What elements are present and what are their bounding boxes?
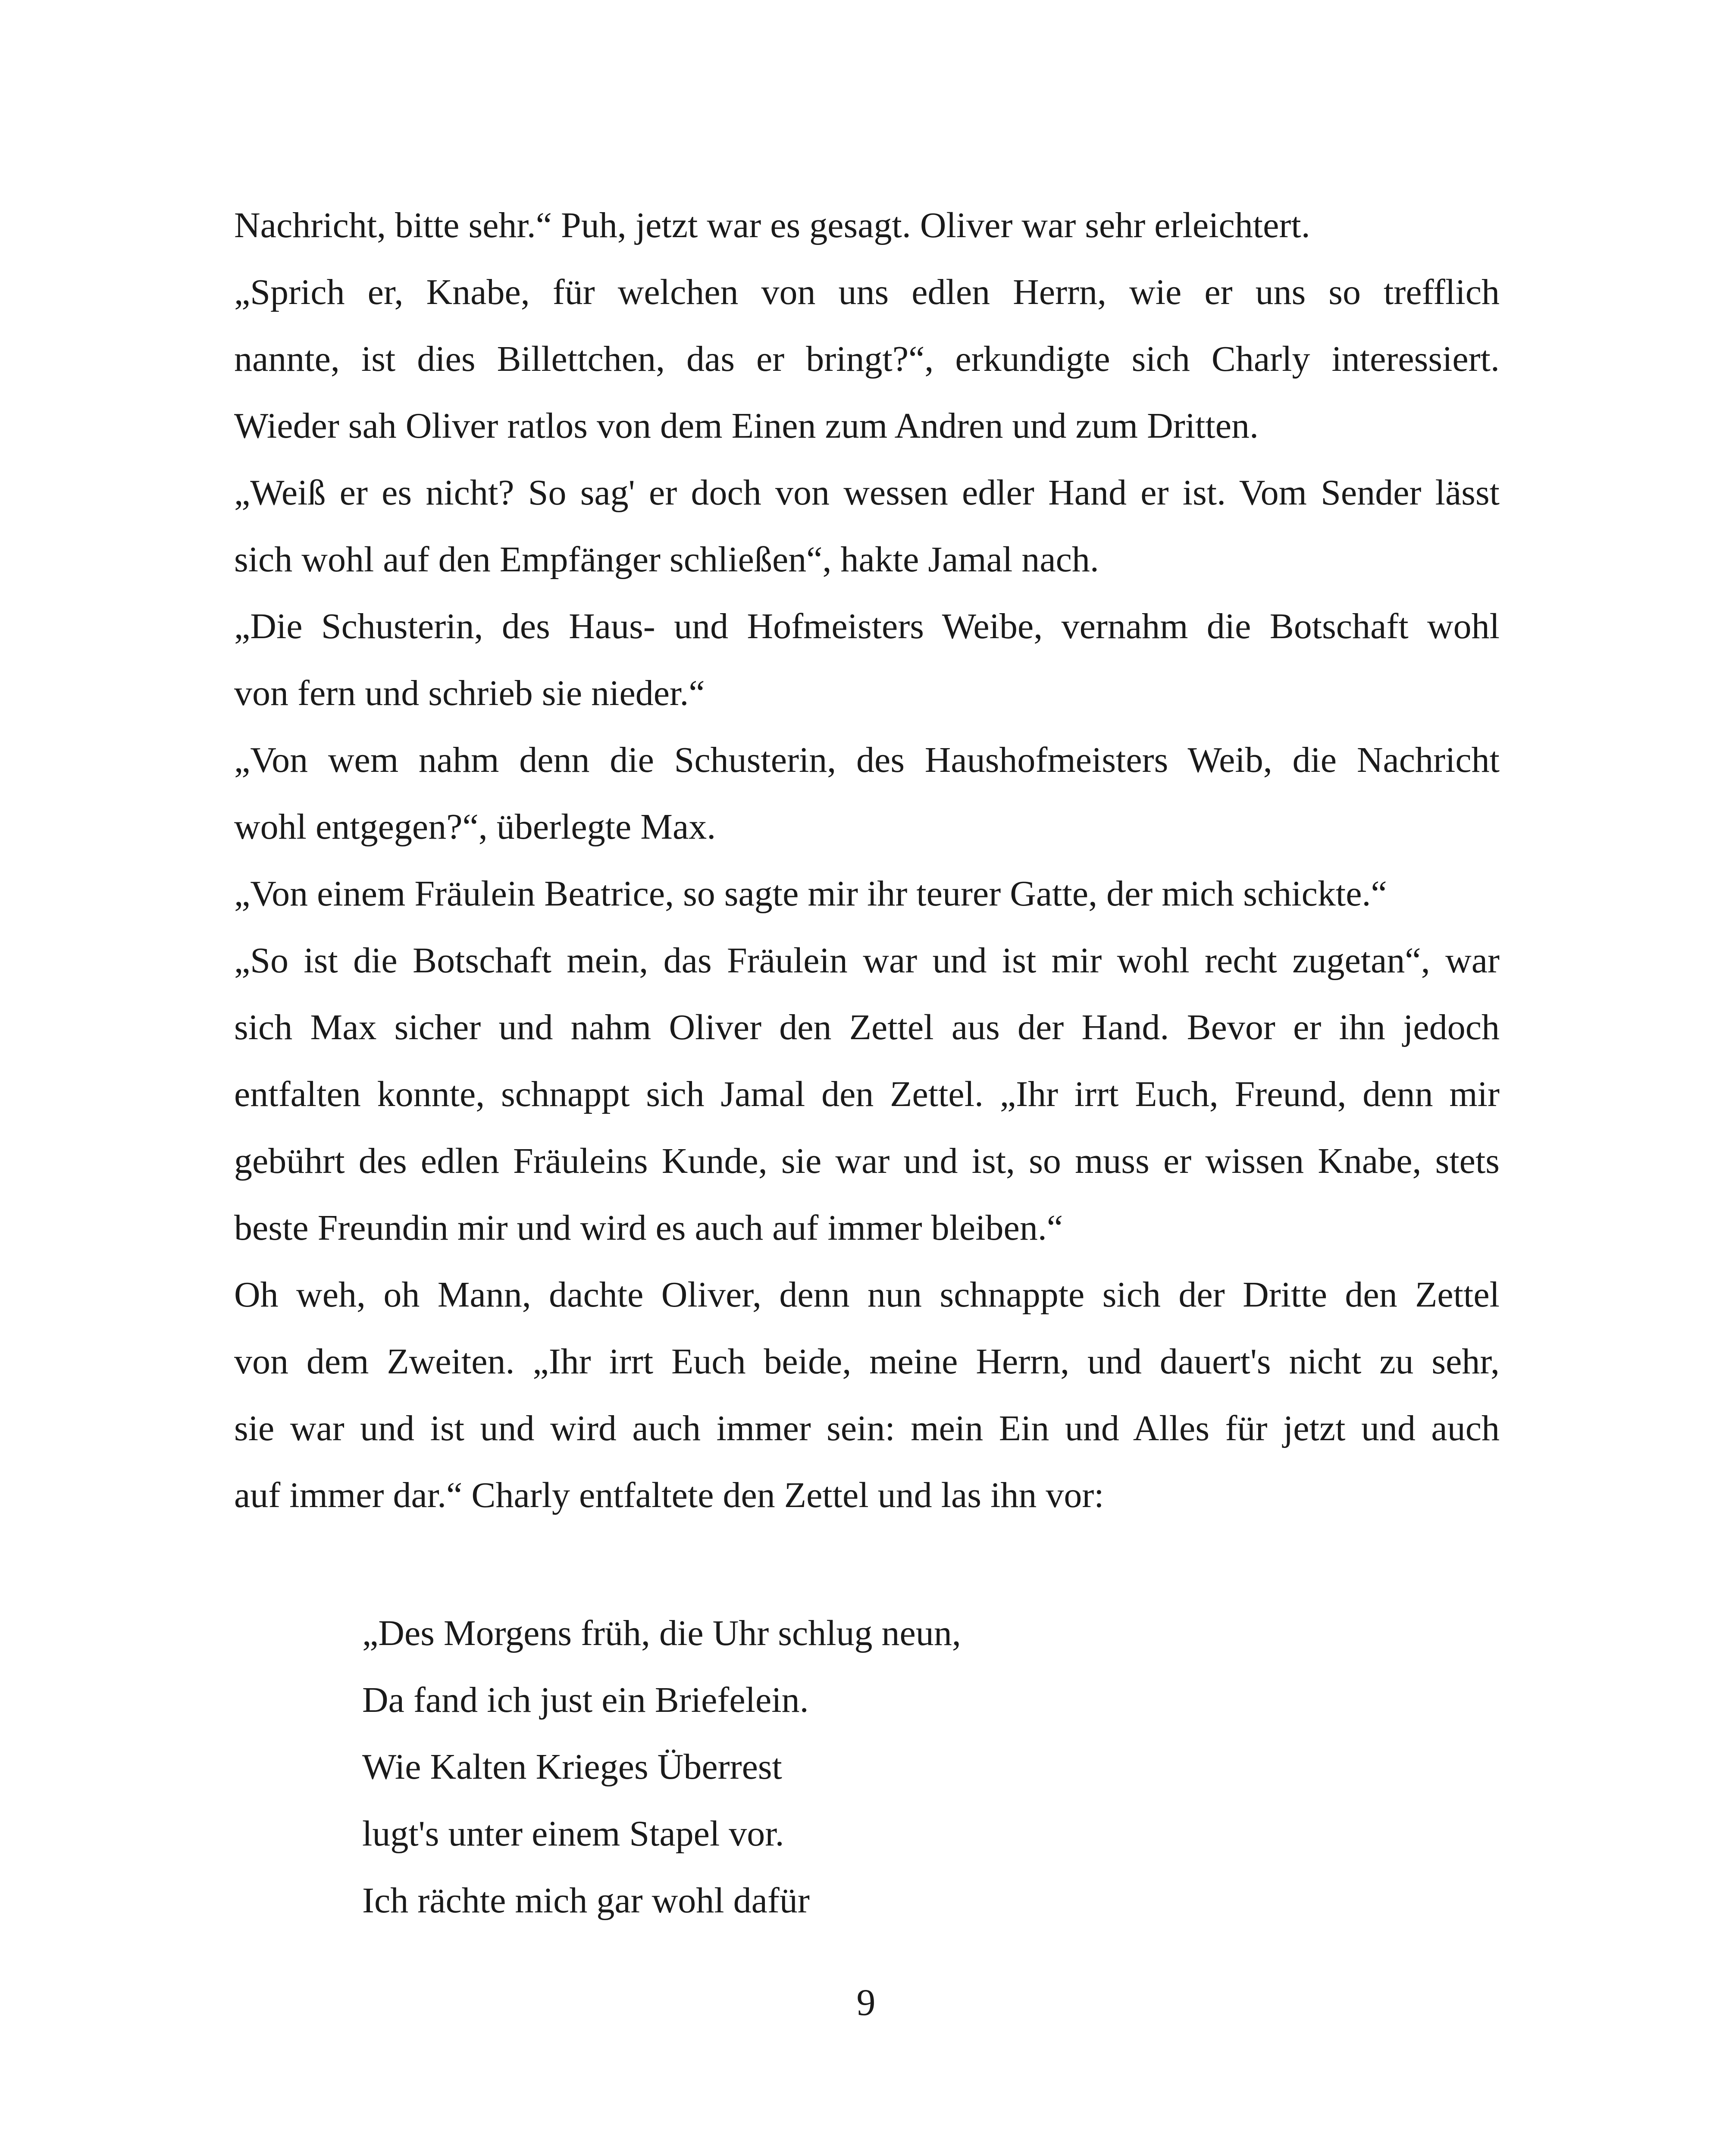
poem-block	[362, 1600, 1225, 1934]
prose-line: von dem Zweiten. „Ihr irrt Euch beide, meine Herrn, und dauert's nicht zu sehr,	[234, 1341, 1500, 1382]
prose-line: auf immer dar.“ Charly entfaltete den Zettel und las ihn vor:	[234, 1475, 1104, 1515]
prose-line: Wieder sah Oliver ratlos von dem Einen zum Andren und zum Dritten.	[234, 406, 1259, 446]
prose-line: „Sprich er, Knabe, für welchen von uns edlen Herrn, wie er uns so trefflich	[234, 272, 1500, 312]
prose-line: beste Freundin mir und wird es auch auf immer bleiben.“	[234, 1208, 1063, 1248]
prose-line: Nachricht, bitte sehr.“ Puh, jetzt war es gesagt. Oliver war sehr erleichtert.	[234, 205, 1310, 245]
prose-line: „So ist die Botschaft mein, das Fräulein war und ist mir wohl recht zugetan“, war	[234, 940, 1500, 981]
prose-line: „Die Schusterin, des Haus- und Hofmeisters Weibe, vernahm die Botschaft wohl	[234, 606, 1500, 646]
prose-line: sie war und ist und wird auch immer sein: mein Ein und Alles für jetzt und auch	[234, 1408, 1500, 1448]
prose-line: gebührt des edlen Fräuleins Kunde, sie war und ist, so muss er wissen Knabe, stets	[234, 1141, 1500, 1181]
page-number: 9	[856, 1982, 876, 2024]
prose-line: sich wohl auf den Empfänger schließen“, hakte Jamal nach.	[234, 539, 1099, 580]
prose-line: „Von wem nahm denn die Schusterin, des Haushofmeisters Weib, die Nachricht	[234, 740, 1500, 780]
prose-line: Oh weh, oh Mann, dachte Oliver, denn nun schnappte sich der Dritte den Zettel	[234, 1275, 1500, 1315]
prose-line: wohl entgegen?“, überlegte Max.	[234, 807, 716, 847]
prose-line: entfalten konnte, schnappt sich Jamal den Zettel. „Ihr irrt Euch, Freund, denn mir	[234, 1074, 1500, 1114]
prose-body	[234, 192, 1500, 1529]
poem-line: „Des Morgens früh, die Uhr schlug neun,	[362, 1613, 961, 1653]
prose-line: von fern und schrieb sie nieder.“	[234, 673, 705, 713]
poem-line: Da fand ich just ein Briefelein.	[362, 1680, 809, 1720]
poem-line: Ich rächte mich gar wohl dafür	[362, 1880, 810, 1921]
prose-line: „Von einem Fräulein Beatrice, so sagte mir ihr teurer Gatte, der mich schickte.“	[234, 874, 1387, 914]
prose-line: sich Max sicher und nahm Oliver den Zettel aus der Hand. Bevor er ihn jedoch	[234, 1007, 1500, 1047]
prose-line: nannte, ist dies Billettchen, das er bringt?“, erkundigte sich Charly interessiert.	[234, 339, 1500, 379]
poem-line: lugt's unter einem Stapel vor.	[362, 1814, 784, 1854]
prose-line: „Weiß er es nicht? So sag' er doch von wessen edler Hand er ist. Vom Sender lässt	[234, 473, 1500, 513]
poem-line: Wie Kalten Krieges Überrest	[362, 1747, 782, 1787]
